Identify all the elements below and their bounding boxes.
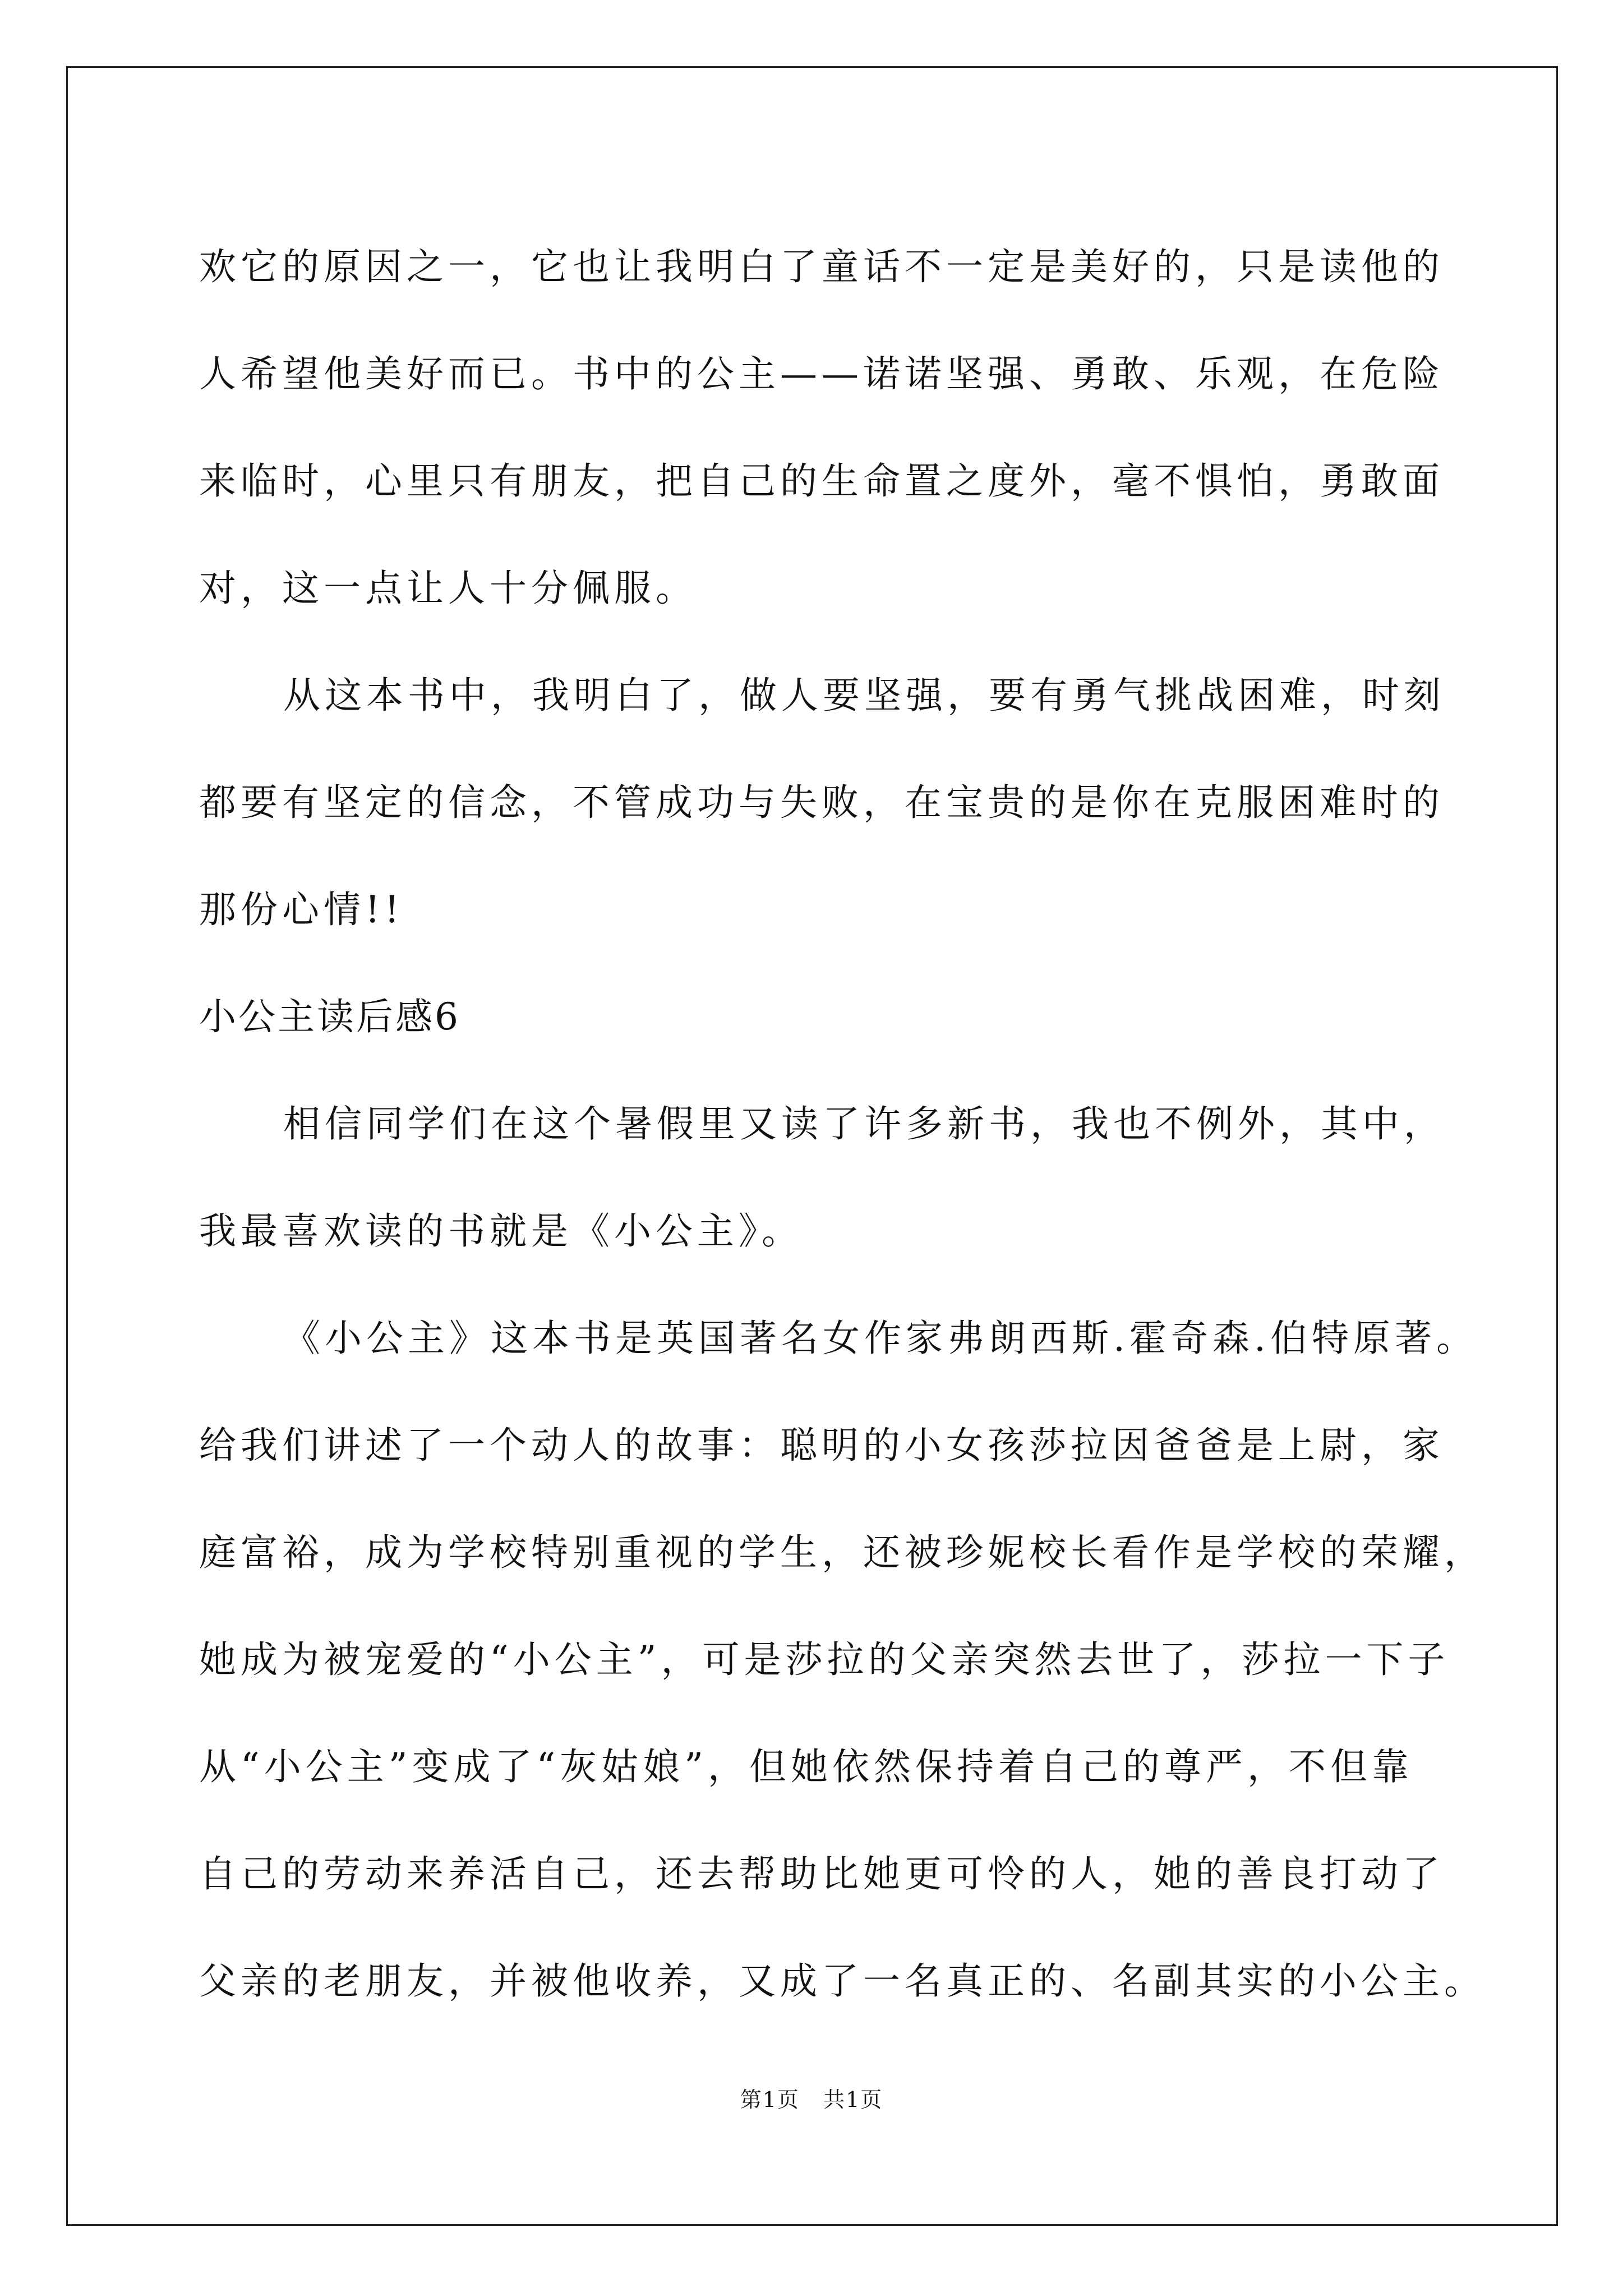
text-line: 庭富裕，成为学校特别重视的学生，还被珍妮校长看作是学校的荣耀， <box>199 1531 1486 1574</box>
text-line: 那份心情!! <box>199 888 404 931</box>
paragraph-start-line: 从这本书中，我明白了，做人要坚强，要有勇气挑战困难，时刻 <box>283 674 1445 717</box>
text-line: 我最喜欢读的书就是《小公主》。 <box>199 1209 803 1253</box>
paragraph-start-line: 相信同学们在这个暑假里又读了许多新书，我也不例外，其中， <box>283 1102 1445 1145</box>
page-number-footer: 第1页 共1页 <box>740 2087 883 2112</box>
text-line: 自己的劳动来养活自己，还去帮助比她更可怜的人，她的善良打动了 <box>199 1852 1444 1895</box>
text-line: 她成为被宠爱的“小公主”，可是莎拉的父亲突然去世了，莎拉一下子 <box>199 1638 1450 1681</box>
text-line: 欢它的原因之一，它也让我明白了童话不一定是美好的，只是读他的 <box>199 245 1444 288</box>
document-body <box>199 213 1486 2035</box>
paragraph-start-line: 《小公主》这本书是英国著名女作家弗朗西斯.霍奇森.伯特原著。 <box>283 1317 1478 1360</box>
text-line: 都要有坚定的信念，不管成功与失败，在宝贵的是你在克服困难时的 <box>199 781 1444 824</box>
section-heading: 小公主读后感6 <box>199 995 460 1038</box>
text-line: 来临时，心里只有朋友，把自己的生命置之度外，毫不惧怕，勇敢面 <box>199 459 1444 503</box>
text-line: 给我们讲述了一个动人的故事：聪明的小女孩莎拉因爸爸是上尉，家 <box>199 1424 1444 1467</box>
text-line: 人希望他美好而已。书中的公主——诺诺坚强、勇敢、乐观，在危险 <box>199 352 1444 395</box>
text-line: 对，这一点让人十分佩服。 <box>199 567 697 610</box>
text-line: 从“小公主”变成了“灰姑娘”，但她依然保持着自己的尊严，不但靠 <box>199 1745 1413 1788</box>
text-line: 父亲的老朋友，并被他收养，又成了一名真正的、名副其实的小公主。 <box>199 1959 1486 2003</box>
